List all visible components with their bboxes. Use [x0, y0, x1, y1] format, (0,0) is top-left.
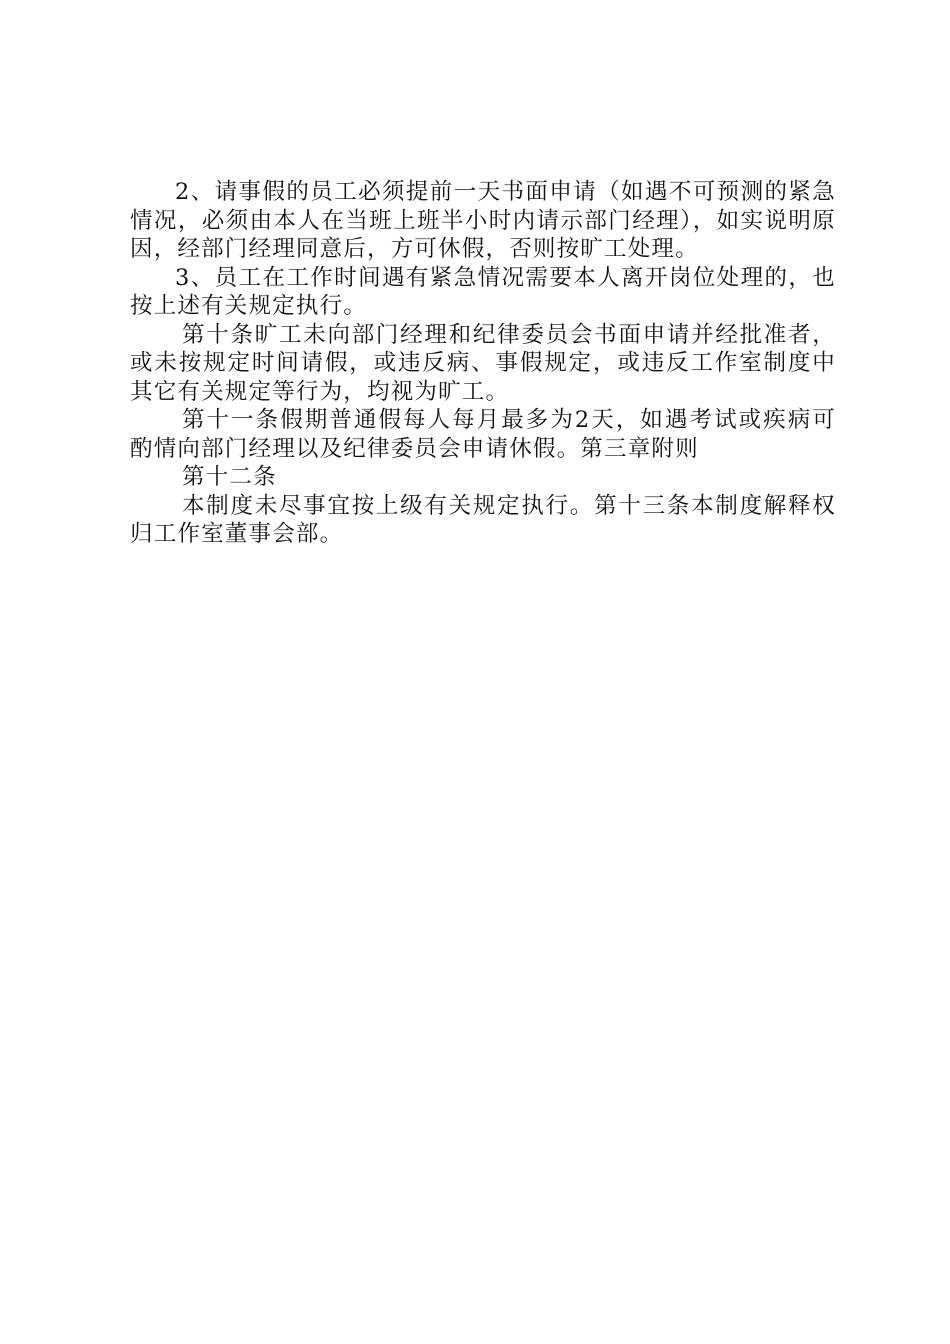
paragraph-emergency-leave-rule: 3、员工在工作时间遇有紧急情况需要本人离开岗位处理的，也按上述有关规定执行。	[130, 264, 836, 319]
document-body	[130, 178, 836, 549]
paragraph-article-12-heading: 第十二条	[182, 464, 277, 490]
paragraph-article-10: 第十条旷工未向部门经理和纪律委员会书面申请并经批准者，或未按规定时间请假，或违反病、事假规定，或违反工作室制度中其它有关规定等行为，均视为旷工。	[130, 321, 836, 405]
paragraph-personal-leave-rule: 2、请事假的员工必须提前一天书面申请（如遇不可预测的紧急情况，必须由本人在当班上班半小时内请示部门经理），如实说明原因，经部门经理同意后，方可休假，否则按旷工处理。	[130, 179, 836, 262]
paragraph-article-11: 第十一条假期普通假每人每月最多为2天，如遇考试或疾病可酌情向部门经理以及纪律委员会申请休假。第三章附则	[130, 407, 836, 462]
paragraph-article-12-13: 本制度未尽事宜按上级有关规定执行。第十三条本制度解释权归工作室董事会部。	[130, 492, 836, 547]
